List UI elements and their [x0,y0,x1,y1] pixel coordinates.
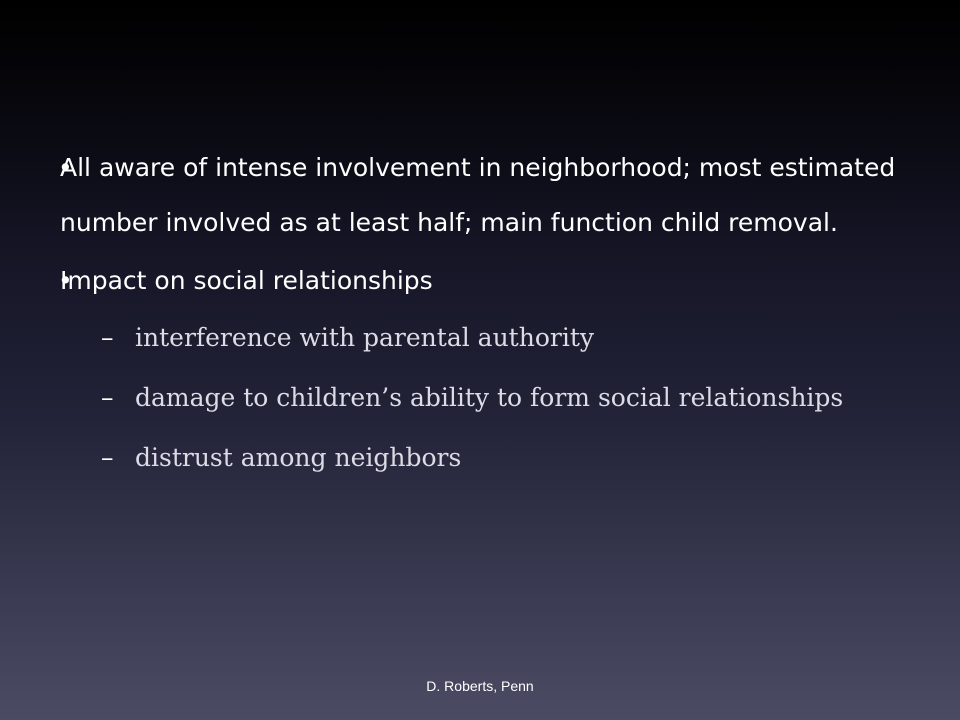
slide-content [60,140,920,488]
bullet-item [60,253,920,308]
slide-footer: D. Roberts, Penn [426,678,534,694]
dash-icon: – [101,323,114,352]
bullet-text: All aware of intense involvement in neighborhood; most estimated number involved as at least half; main function child removal. [60,153,896,237]
sub-bullet-text: damage to children’s ability to form social relationships [135,383,844,412]
sub-bullet-item [60,368,920,428]
sub-bullet-text: interference with parental authority [135,323,594,352]
sub-bullet-item [60,308,920,368]
dash-icon: – [101,443,114,472]
bullet-text: Impact on social relationships [60,266,433,295]
dash-icon: – [101,383,114,412]
sub-bullet-item [60,428,920,488]
sub-bullet-text: distrust among neighbors [135,443,462,472]
bullet-item [60,140,920,250]
